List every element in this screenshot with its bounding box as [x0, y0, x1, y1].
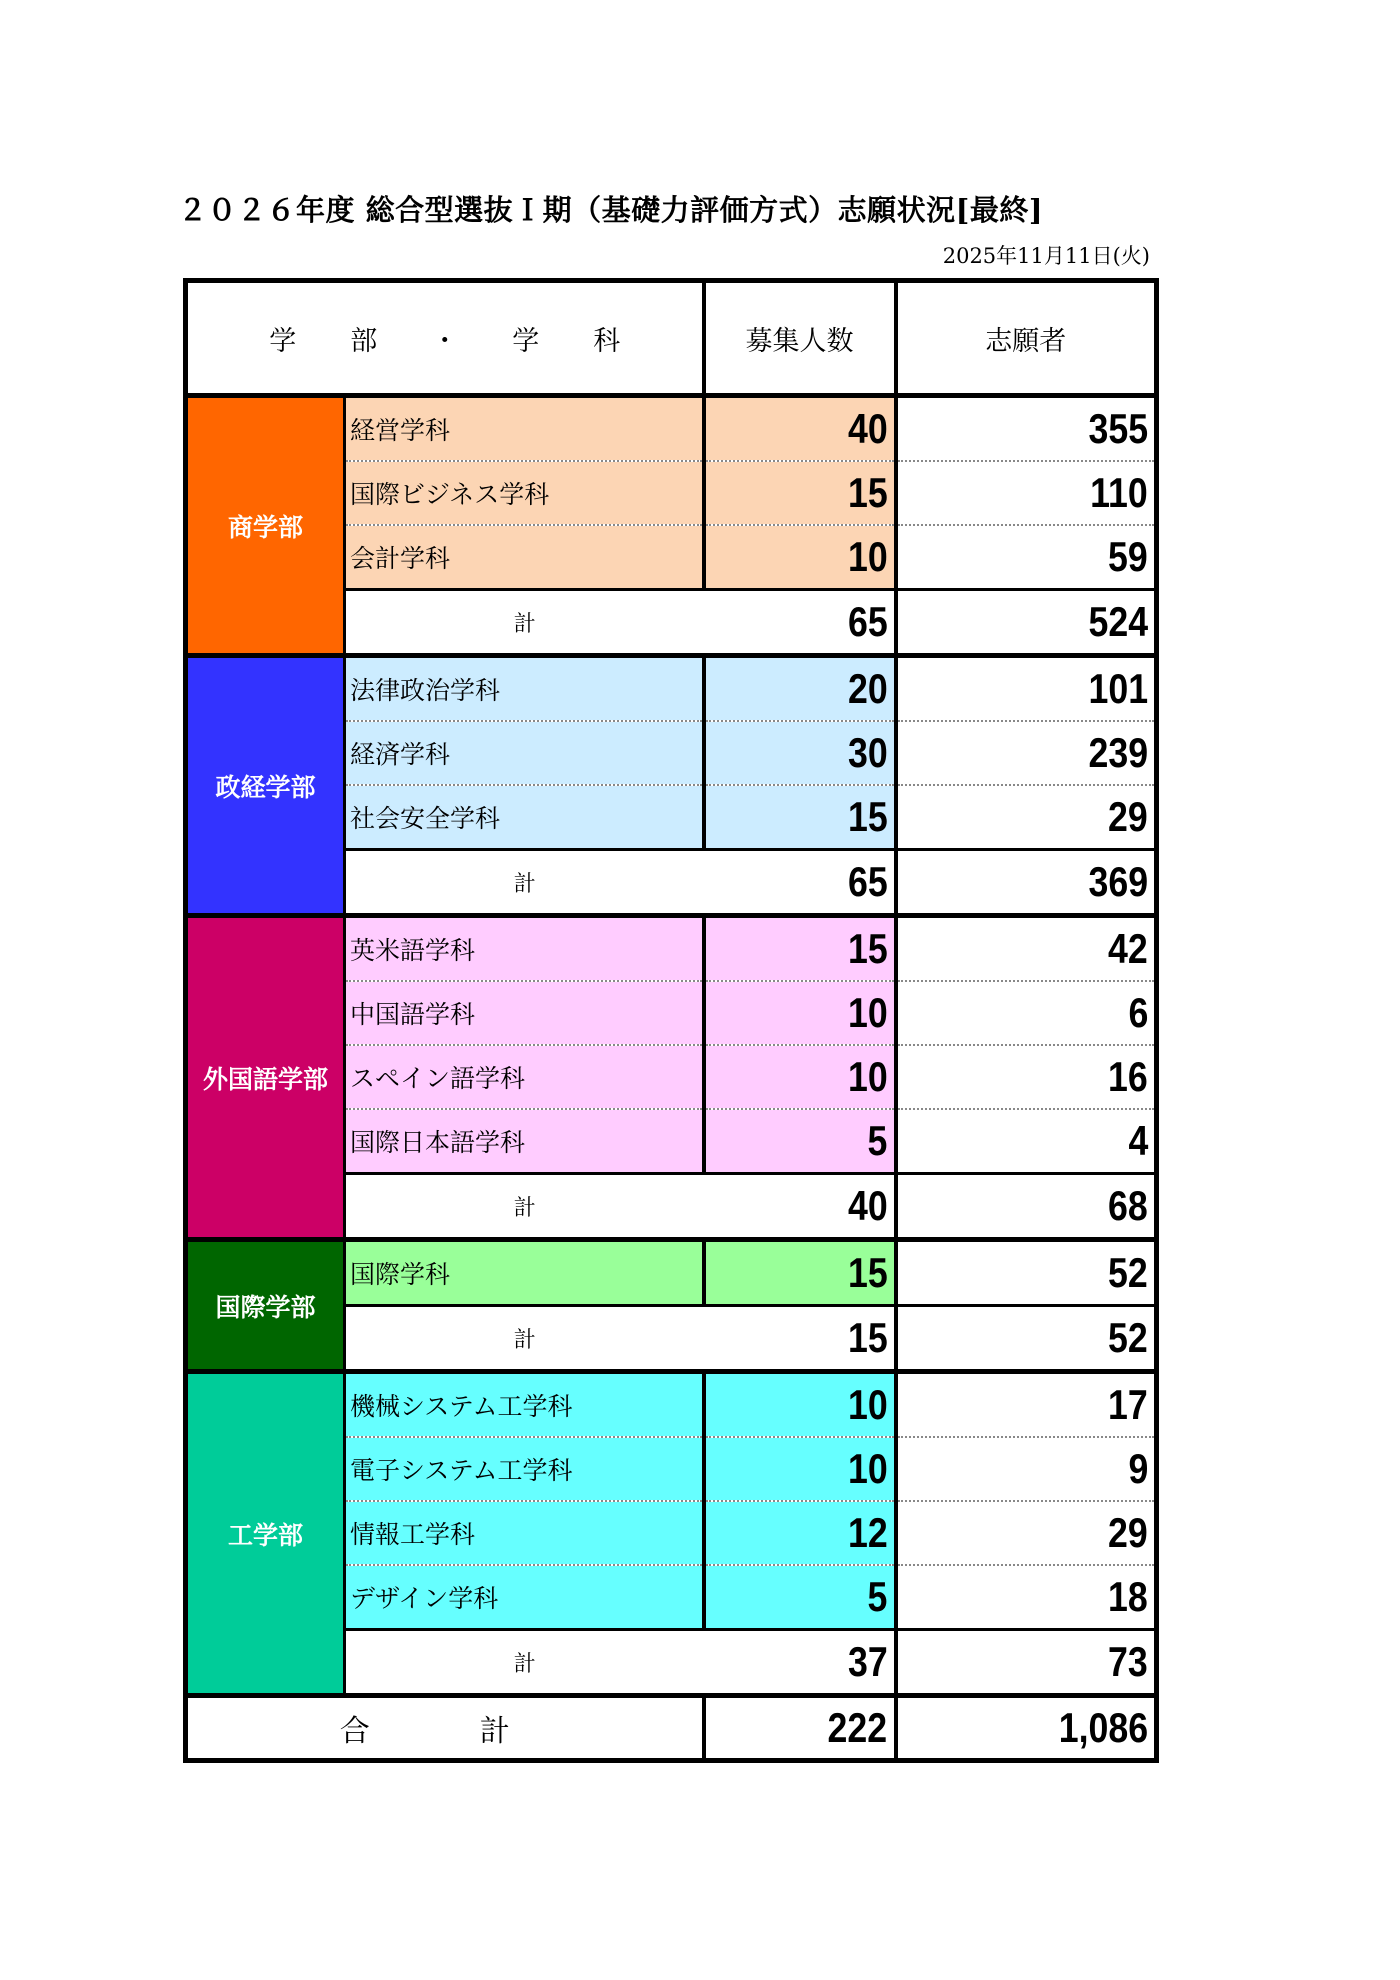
department-name: スペイン語学科: [345, 1045, 704, 1109]
applicants-value: 355: [1088, 405, 1148, 452]
capacity-value-cell: [704, 721, 896, 785]
subtotal-capacity: 65: [847, 858, 888, 905]
capacity-value: 40: [847, 405, 888, 452]
capacity-value: 5: [867, 1117, 888, 1164]
capacity-value-cell: [704, 1109, 896, 1174]
table-row: [186, 1240, 1157, 1306]
capacity-value-cell: [704, 396, 896, 462]
capacity-value: 15: [847, 793, 888, 840]
application-status-table: [183, 278, 1159, 1763]
capacity-value-cell: [704, 525, 896, 590]
applicants-value: 29: [1108, 1509, 1148, 1556]
department-name: 会計学科: [345, 525, 704, 590]
table-row: [186, 1372, 1157, 1438]
subtotal-label: 計: [345, 850, 704, 916]
table-row: [186, 396, 1157, 462]
capacity-value: 10: [847, 533, 888, 580]
header-dept: 学 部 ・ 学 科: [186, 281, 704, 396]
faculty-cell: 工学部: [186, 1372, 345, 1696]
subtotal-applicants-cell: [896, 1306, 1157, 1372]
subtotal-label: 計: [345, 1630, 704, 1696]
department-name: 国際学科: [345, 1240, 704, 1306]
total-applicants-cell: [896, 1696, 1157, 1761]
applicants-value: 101: [1088, 665, 1148, 712]
capacity-value-cell: [704, 1372, 896, 1438]
applicants-value-cell: [896, 785, 1157, 850]
header-applicants: 志願者: [896, 281, 1157, 396]
subtotal-applicants: 52: [1108, 1314, 1148, 1361]
applicants-value: 9: [1128, 1445, 1148, 1492]
subtotal-applicants: 73: [1108, 1638, 1148, 1685]
subtotal-capacity: 40: [847, 1182, 888, 1229]
total-capacity-cell: [704, 1696, 896, 1761]
department-name: 法律政治学科: [345, 656, 704, 722]
applicants-value-cell: [896, 396, 1157, 462]
applicants-value: 239: [1088, 729, 1148, 776]
report-date: 2025年11月11日(火): [942, 244, 1150, 268]
capacity-value: 20: [847, 665, 888, 712]
capacity-value-cell: [704, 656, 896, 722]
total-label: 合 計: [186, 1696, 704, 1761]
capacity-value: 5: [867, 1573, 888, 1620]
applicants-value-cell: [896, 1437, 1157, 1501]
applicants-value-cell: [896, 1045, 1157, 1109]
subtotal-capacity-cell: [704, 850, 896, 916]
department-name: 英米語学科: [345, 916, 704, 982]
applicants-value-cell: [896, 461, 1157, 525]
applicants-value: 52: [1108, 1249, 1148, 1296]
subtotal-applicants: 369: [1088, 858, 1148, 905]
applicants-value: 6: [1128, 989, 1148, 1036]
applicants-value: 17: [1108, 1381, 1148, 1428]
applicants-value: 16: [1108, 1053, 1148, 1100]
applicants-value-cell: [896, 981, 1157, 1045]
department-name: 国際ビジネス学科: [345, 461, 704, 525]
capacity-value: 12: [847, 1509, 888, 1556]
capacity-value: 10: [847, 1053, 888, 1100]
applicants-value-cell: [896, 1501, 1157, 1565]
subtotal-capacity-cell: [704, 1306, 896, 1372]
department-name: 経済学科: [345, 721, 704, 785]
subtotal-applicants-cell: [896, 1174, 1157, 1240]
applicants-value: 4: [1128, 1117, 1148, 1164]
capacity-value-cell: [704, 785, 896, 850]
department-name: 経営学科: [345, 396, 704, 462]
page-title: ２０２６年度 総合型選抜Ｉ期（基礎力評価方式）志願状況[最終]: [178, 193, 1044, 227]
capacity-value-cell: [704, 981, 896, 1045]
applicants-value: 110: [1090, 469, 1148, 516]
applicants-value-cell: [896, 1372, 1157, 1438]
capacity-value-cell: [704, 1565, 896, 1630]
table-header-row: [186, 281, 1157, 396]
table-row: [186, 656, 1157, 722]
capacity-value: 15: [847, 1249, 888, 1296]
header-capacity: 募集人数: [704, 281, 896, 396]
applicants-value: 29: [1108, 793, 1148, 840]
faculty-cell: 国際学部: [186, 1240, 345, 1372]
faculty-cell: 外国語学部: [186, 916, 345, 1240]
applicants-value-cell: [896, 656, 1157, 722]
applicants-value: 42: [1108, 925, 1148, 972]
grand-total-row: [186, 1696, 1157, 1761]
applicants-value-cell: [896, 721, 1157, 785]
subtotal-applicants-cell: [896, 850, 1157, 916]
applicants-value-cell: [896, 525, 1157, 590]
department-name: デザイン学科: [345, 1565, 704, 1630]
capacity-value: 15: [847, 925, 888, 972]
subtotal-capacity: 65: [847, 598, 888, 645]
applicants-value: 59: [1108, 533, 1148, 580]
table-row: [186, 916, 1157, 982]
subtotal-capacity-cell: [704, 1174, 896, 1240]
subtotal-capacity-cell: [704, 590, 896, 656]
capacity-value-cell: [704, 461, 896, 525]
capacity-value: 10: [847, 1381, 888, 1428]
applicants-value-cell: [896, 1565, 1157, 1630]
department-name: 電子システム工学科: [345, 1437, 704, 1501]
subtotal-applicants-cell: [896, 590, 1157, 656]
department-name: 機械システム工学科: [345, 1372, 704, 1438]
subtotal-applicants-cell: [896, 1630, 1157, 1696]
total-applicants: 1,086: [1058, 1704, 1148, 1751]
applicants-value: 18: [1108, 1573, 1148, 1620]
capacity-value-cell: [704, 1240, 896, 1306]
capacity-value-cell: [704, 1045, 896, 1109]
department-name: 中国語学科: [345, 981, 704, 1045]
total-capacity: 222: [827, 1704, 888, 1751]
subtotal-label: 計: [345, 590, 704, 656]
subtotal-applicants: 68: [1108, 1182, 1148, 1229]
subtotal-capacity: 37: [847, 1638, 888, 1685]
subtotal-capacity: 15: [847, 1314, 888, 1361]
department-name: 情報工学科: [345, 1501, 704, 1565]
capacity-value-cell: [704, 1437, 896, 1501]
capacity-value: 15: [847, 469, 888, 516]
subtotal-capacity-cell: [704, 1630, 896, 1696]
faculty-cell: 政経学部: [186, 656, 345, 916]
capacity-value-cell: [704, 1501, 896, 1565]
capacity-value: 10: [847, 989, 888, 1036]
applicants-value-cell: [896, 1240, 1157, 1306]
applicants-value-cell: [896, 1109, 1157, 1174]
subtotal-label: 計: [345, 1174, 704, 1240]
capacity-value: 30: [847, 729, 888, 776]
faculty-cell: 商学部: [186, 396, 345, 656]
subtotal-label: 計: [345, 1306, 704, 1372]
capacity-value: 10: [847, 1445, 888, 1492]
capacity-value-cell: [704, 916, 896, 982]
subtotal-applicants: 524: [1088, 598, 1148, 645]
department-name: 国際日本語学科: [345, 1109, 704, 1174]
applicants-value-cell: [896, 916, 1157, 982]
department-name: 社会安全学科: [345, 785, 704, 850]
